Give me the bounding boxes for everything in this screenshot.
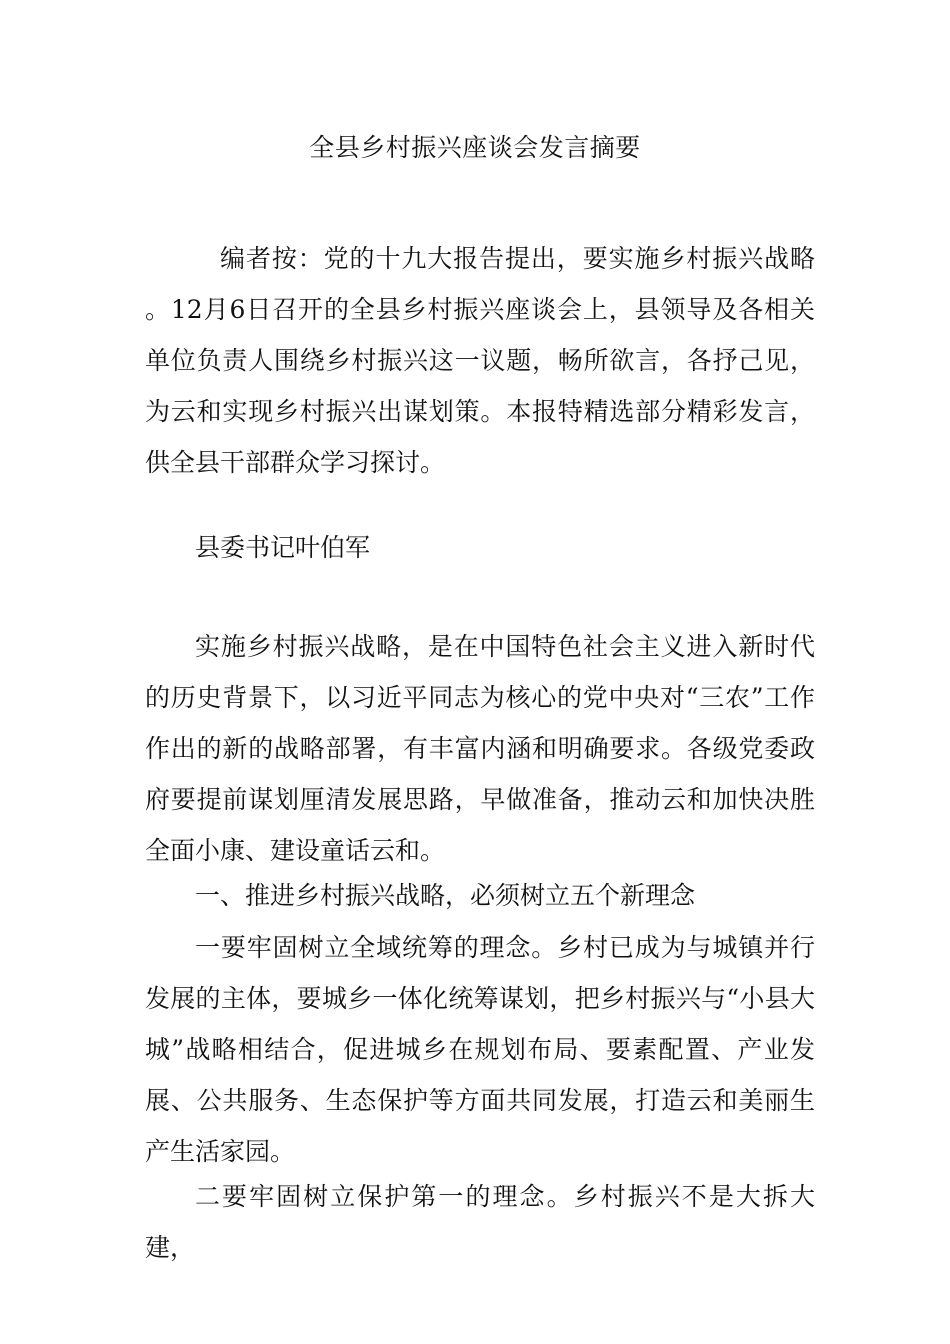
body-paragraph-2: 一要牢固树立全域统筹的理念。乡村已成为与城镇并行发展的主体，要城乡一体化统筹谋划，把乡村振兴与“小县大城”战略相结合，促进城乡在规划布局、要素配置、产业发展、公共服务、生态保护等方面共同发展，打造云和美丽生产生活家园。: [145, 933, 815, 1166]
editor-note: 编者按：党的十九大报告提出，要实施乡村振兴战略 。12月6日召开的全县乡村振兴座谈会上，县领导及各相关单位负责人围绕乡村振兴这一议题，畅所欲言，各抒己见，为云和实现乡村振兴出谋划策。本报特精选部分精彩发言，供全县干部群众学习探讨。: [145, 244, 815, 477]
section-heading-1: 一、推进乡村振兴战略，必须树立五个新理念: [195, 881, 696, 910]
document-title: 全县乡村振兴座谈会发言摘要: [309, 133, 641, 162]
body-paragraph-1: 实施乡村振兴战略，是在中国特色社会主义进入新时代的历史背景下，以习近平同志为核心的党中央对“三农”工作作出的新的战略部署，有丰富内涵和明确要求。各级党委政府要提前谋划厘清发展思路，早做准备，推动云和加快决胜全面小康、建设童话云和。: [145, 632, 815, 865]
speaker-name: 县委书记叶伯军: [195, 533, 371, 562]
body-paragraph-3: 二要牢固树立保护第一的理念。乡村振兴不是大拆大建，: [145, 1182, 815, 1262]
